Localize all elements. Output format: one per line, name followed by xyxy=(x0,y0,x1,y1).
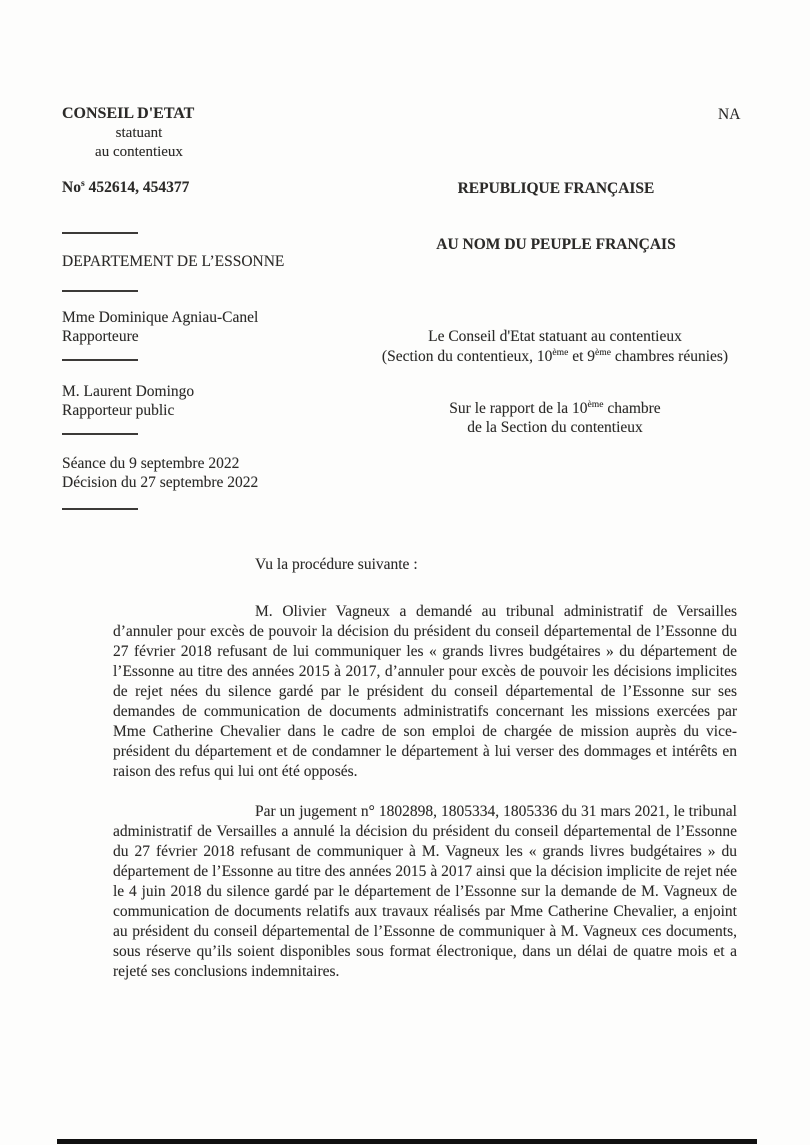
scan-artifact-bar xyxy=(57,1139,757,1144)
court-subtitle-1: statuant xyxy=(115,125,163,141)
ordinal-superscript: ème xyxy=(587,398,604,410)
court-title: CONSEIL D'ETAT xyxy=(62,105,195,122)
court-header xyxy=(62,104,216,162)
formation-line2-text: (Section du contentieux, 10 xyxy=(381,348,553,365)
report-line1-text: Sur le rapport de la 10 xyxy=(449,400,588,417)
body-paragraph: M. Olivier Vagneux a demandé au tribunal administratif de Versailles d’annuler pour excès de pouvoir la décision du président du conseil départemental de l’Essonne du 27 février 2018 refusant de lui communiquer les « grands livres budgétaires » du département de l’Essonne au titre des années 2015 à 2017, d’annuler pour excès de pouvoir les décisions implicites de rejet nées du silence gardé par le président du conseil départemental de l’Essonne sur ses demandes de communication de documents administratifs concernant les missions exercées par Mme Catherine Chevalier dans le cadre de son emploi de chargée de mission auprès du vice-président du département et de condamner le département à lui verser des dommages et intérêts en raison des refus qui lui ont été opposés. xyxy=(113,603,737,780)
case-numbers-superscript: s xyxy=(80,177,85,189)
formation-line2-text: chambres réunies) xyxy=(611,348,729,365)
report-line-2: de la Section du contentieux xyxy=(467,419,643,436)
report-line1-text: chambre xyxy=(603,400,661,417)
ordinal-superscript: ème xyxy=(552,346,569,358)
formation-line-2 xyxy=(360,347,750,367)
party-name: DEPARTEMENT DE L’ESSONNE xyxy=(62,253,285,270)
case-numbers-value: 452614, 454377 xyxy=(84,179,190,196)
hearing-date: Séance du 9 septembre 2022 xyxy=(62,455,240,472)
divider xyxy=(62,508,138,510)
public-reporter-role: Rapporteur public xyxy=(62,402,175,419)
divider xyxy=(62,232,138,234)
court-subtitle-2: au contentieux xyxy=(95,144,183,160)
formation-line2-text: et 9 xyxy=(568,348,596,365)
republic-title: REPUBLIQUE FRANÇAISE xyxy=(457,180,655,197)
report-reference-block xyxy=(405,399,705,437)
classification-mark: NA xyxy=(718,106,741,123)
divider xyxy=(62,433,138,435)
decision-date: Décision du 27 septembre 2022 xyxy=(62,474,259,491)
decision-body xyxy=(113,555,737,1002)
dates-block xyxy=(62,454,258,492)
formation-block xyxy=(360,327,750,367)
procedure-heading: Vu la procédure suivante : xyxy=(255,556,418,573)
reporter-role: Rapporteure xyxy=(62,328,139,345)
case-numbers xyxy=(62,179,189,197)
in-the-name-of-the-people: AU NOM DU PEUPLE FRANÇAIS xyxy=(436,236,676,253)
divider xyxy=(62,290,138,292)
public-reporter-block xyxy=(62,382,194,420)
body-paragraph: Par un jugement n° 1802898, 1805334, 1805336 du 31 mars 2021, le tribunal administratif de Versailles a annulé la décision du président du conseil départemental de l’Essonne du 27 février 2018 refusant de communiquer à M. Vagneux les « grands livres budgétaires » du département de l’Essonne au titre des années 2015 à 2017 ainsi que la décision implicite de rejet née le 4 juin 2018 du silence gardé par le département de l’Essonne sur la demande de M. Vagneux de communication de documents relatifs aux travaux réalisés par Mme Catherine Chevalier, a enjoint au président du conseil départemental de l’Essonne de communiquer à M. Vagneux ces documents, sous réserve qu’ils soient disponibles sous format électronique, dans un délai de quatre mois et a rejeté ses conclusions indemnitaires. xyxy=(113,803,737,980)
case-numbers-prefix: No xyxy=(62,179,81,196)
public-reporter-name: M. Laurent Domingo xyxy=(62,383,195,400)
reporter-name: Mme Dominique Agniau-Canel xyxy=(62,309,259,326)
ordinal-superscript: ème xyxy=(595,346,612,358)
formation-line-1: Le Conseil d'Etat statuant au contentieux xyxy=(428,328,682,345)
reporter-block xyxy=(62,308,258,346)
report-line-1 xyxy=(405,399,705,418)
divider xyxy=(62,359,138,361)
